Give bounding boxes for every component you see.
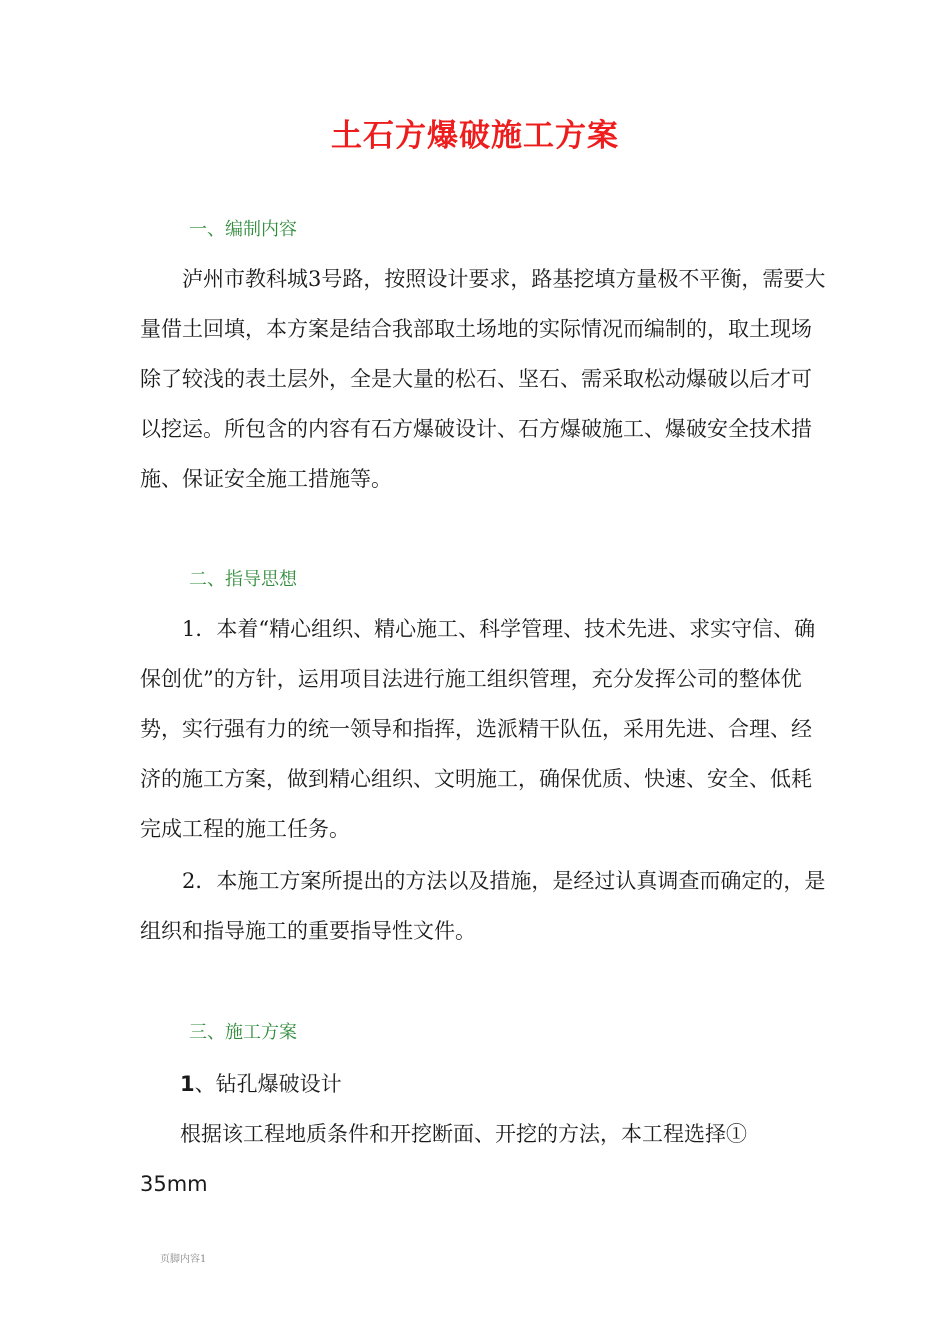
section-heading-2: 二、指导思想 bbox=[189, 569, 297, 590]
section-2-paragraph-1: 1．本着“精心组织、精心施工、科学管理、技术先进、求实守信、确保创优”的方针，运用项目法进行施工组织管理，充分发挥公司的整体优势，实行强有力的统一领导和指挥，选派精干队伍，采用先进、合理、经济的施工方案，做到精心组织、文明施工，确保优质、快速、安全、低耗完成工程的施工任务。 bbox=[140, 617, 816, 841]
page-footer: 页脚内容1 bbox=[160, 1254, 207, 1265]
section-heading-3: 三、施工方案 bbox=[189, 1022, 297, 1043]
section-1-paragraph: 泸州市教科城3号路，按照设计要求，路基挖填方量极不平衡，需要大量借土回填，本方案是结合我部取土场地的实际情况而编制的，取土现场除了较浅的表土层外，全是大量的松石、坚石、需采取松动爆破以后才可以挖运。所包含的内容有石方爆破设计、石方爆破施工、爆破安全技术措施、保证安全施工措施等。 bbox=[140, 267, 826, 491]
section-heading-1: 一、编制内容 bbox=[189, 219, 297, 240]
subsection-number: 1 bbox=[180, 1072, 195, 1096]
document-title: 土石方爆破施工方案 bbox=[331, 118, 619, 154]
subsection-title: 、钻孔爆破设计 bbox=[194, 1072, 342, 1096]
section-3-line-1: 根据该工程地质条件和开挖断面、开挖的方法，本工程选择① bbox=[180, 1122, 747, 1146]
section-3-line-2: 35mm bbox=[140, 1172, 208, 1196]
subsection-heading bbox=[180, 1068, 342, 1098]
section-2-paragraph-2: 2．本施工方案所提出的方法以及措施，是经过认真调查而确定的，是组织和指导施工的重要指导性文件。 bbox=[140, 869, 826, 943]
